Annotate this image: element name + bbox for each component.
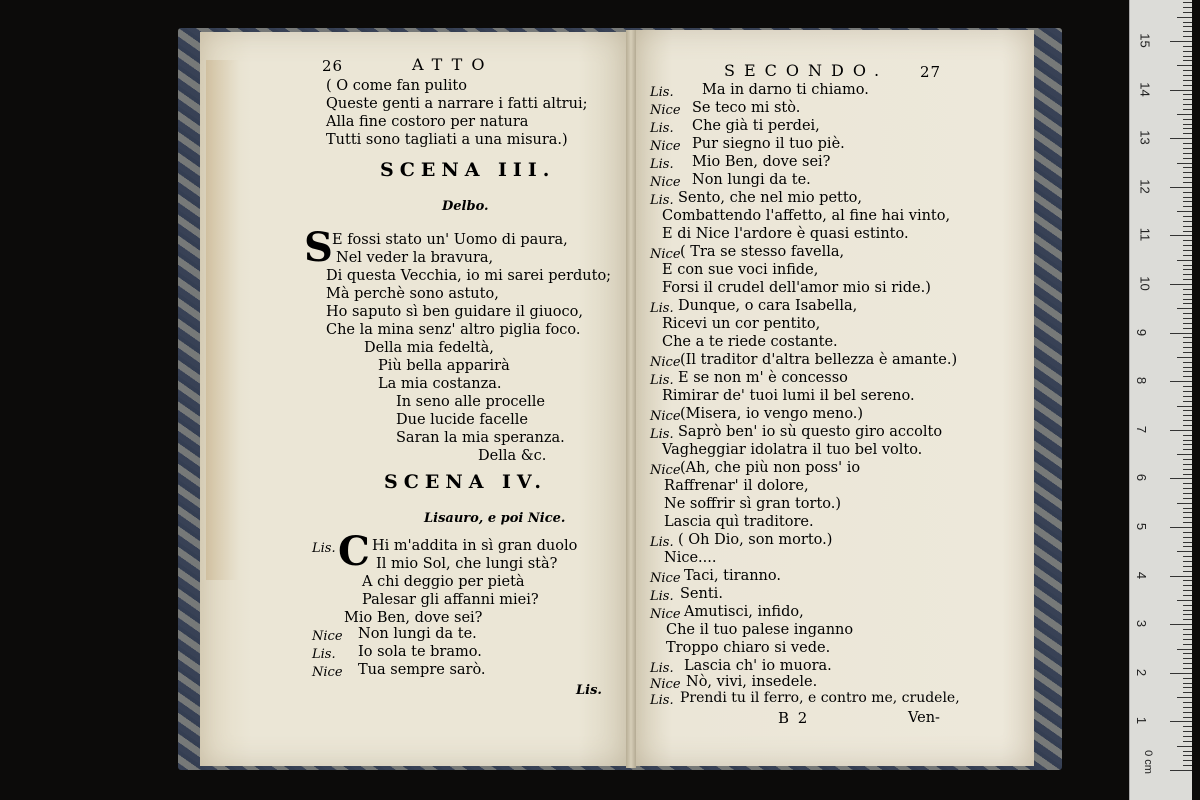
speaker-label: Nice [650,139,681,154]
ruler-tick [1183,299,1192,300]
ruler-tick [1183,595,1192,596]
ruler-tick [1183,488,1192,489]
ruler-tick [1183,22,1192,23]
ruler-number: 7 [1134,425,1150,433]
ruler-tick [1170,284,1192,285]
text-line: Non lungi da te. [358,626,477,642]
ruler-tick [1183,328,1192,329]
ruler-tick [1183,590,1192,591]
text-line: Combattendo l'affetto, al fine hai vinto, [662,208,951,224]
ruler-tick [1183,352,1192,353]
ruler-tick [1183,201,1192,202]
ruler-tick [1183,459,1192,460]
ruler-tick [1183,440,1192,441]
text-line: Della mia fedeltà, [364,340,494,356]
ruler-tick [1183,80,1192,81]
ruler-tick [1177,163,1192,164]
ruler-tick [1183,410,1192,411]
text-line: Tutti sono tagliati a una misura.) [326,132,568,148]
ruler-tick [1183,133,1192,134]
text-line: Io sola te bramo. [358,644,482,660]
ruler-tick [1177,357,1192,358]
speaker-label: Nice [650,607,681,622]
ruler-tick [1183,566,1192,567]
ruler-tick [1183,391,1192,392]
scene-heading: SCENA IV. [384,471,547,493]
ruler-tick [1183,469,1192,470]
text-line: Queste genti a narrare i fatti altrui; [326,96,588,112]
text-line: Che a te riede costante. [662,334,838,350]
ruler-number: 15 [1137,33,1153,48]
ruler-number: 14 [1137,81,1153,97]
ruler-tick [1177,114,1192,115]
text-line: Mio Ben, dove sei? [344,610,483,626]
ruler-tick [1183,444,1192,445]
ruler-tick [1183,94,1192,95]
text-line: Che la mina senz' altro piglia foco. [326,322,581,338]
speaker-label: Lis. [650,85,674,100]
ruler-tick [1177,454,1192,455]
text-line: Sento, che nel mio petto, [678,190,863,206]
ruler-tick [1183,726,1192,727]
text-line: Se teco mi stò. [692,100,801,116]
scene-heading: SCENA III. [380,159,556,181]
ruler-tick [1183,269,1192,270]
text-line: (Ah, che più non poss' io [680,460,861,476]
ruler-tick [1183,493,1192,494]
speaker-label: Lis. [650,121,674,136]
scene-persons: Delbo. [442,199,489,214]
page-stain [206,60,240,580]
ruler-tick [1183,323,1192,324]
text-line: In seno alle procelle [396,394,545,410]
ruler-tick [1183,197,1192,198]
ruler-tick [1183,124,1192,125]
ruler-number: 13 [1137,130,1153,145]
ruler-number: 1 [1134,717,1150,725]
ruler-tick [1170,430,1192,431]
ruler-tick [1170,721,1192,722]
ruler-tick [1177,503,1192,504]
ruler-number: 12 [1137,179,1153,194]
ruler-tick [1177,260,1192,261]
speaker-label: Nice [650,247,681,262]
ruler-tick [1177,746,1192,747]
ruler-tick [1183,683,1192,684]
text-line: Che già ti perdei, [692,118,820,134]
text-line: Rimirar de' tuoi lumi il bel sereno. [662,388,915,404]
speaker-label: Lis. [650,193,674,208]
ruler-tick [1183,760,1192,761]
ruler-tick [1183,663,1192,664]
ruler-tick [1183,99,1192,100]
drop-cap: C [338,528,370,575]
ruler-tick [1183,634,1192,635]
text-line: Ricevi un cor pentito, [662,316,821,332]
ruler-tick [1183,143,1192,144]
ruler-tick [1183,70,1192,71]
text-line: E di Nice l'ardore è quasi estinto. [662,226,909,242]
speaker-label: Nice [650,677,681,692]
speaker-label: Nice [650,175,681,190]
ruler-number: 3 [1134,620,1150,628]
ruler-tick [1183,7,1192,8]
text-line: ( O come fan pulito [326,78,467,94]
speaker-label: Lis. [650,535,674,550]
ruler-tick [1183,508,1192,509]
ruler-tick [1183,415,1192,416]
ruler-tick [1183,216,1192,217]
scene-persons: Lisauro, e poi Nice. [424,511,566,526]
ruler-tick [1183,313,1192,314]
ruler-tick [1183,31,1192,32]
text-line: Due lucide facelle [396,412,528,428]
ruler-tick [1183,658,1192,659]
ruler-tick [1183,483,1192,484]
ruler-tick [1183,376,1192,377]
ruler-tick [1183,192,1192,193]
speaker-label: Lis. [650,661,674,676]
text-line: Nice.... [664,550,717,566]
speaker-label: Nice [312,665,343,680]
ruler-tick [1183,561,1192,562]
text-line: ( Oh Dio, son morto.) [678,532,833,548]
speaker-label: Lis. [650,373,674,388]
text-line: Troppo chiaro si vede. [666,640,831,656]
ruler-tick [1183,702,1192,703]
text-line: Lascia ch' io muora. [684,658,832,674]
ruler-tick [1170,478,1192,479]
text-line: ( Tra se stesso favella, [680,244,845,260]
text-line: Nel veder la bravura, [336,250,494,266]
text-line: Prendi tu il ferro, e contro me, crudele, [680,690,960,706]
ruler-tick [1183,265,1192,266]
ruler-tick [1183,731,1192,732]
text-line: Pur siegno il tuo piè. [692,136,845,152]
text-line: Senti. [680,586,723,602]
speaker-label: Lis. [312,647,336,662]
text-line: Ho saputo sì ben guidare il giuoco, [326,304,583,320]
speaker-label: Lis. [650,301,674,316]
ruler-tick [1183,386,1192,387]
ruler-tick [1183,546,1192,547]
ruler-tick [1183,342,1192,343]
ruler-tick [1183,2,1192,3]
left-running-head: ATTO [412,55,494,74]
catchword: Lis. [576,683,602,698]
ruler-tick [1183,668,1192,669]
ruler-tick [1183,653,1192,654]
ruler-tick [1183,75,1192,76]
ruler-tick [1183,687,1192,688]
text-line: E fossi stato un' Uomo di paura, [332,232,568,248]
text-line: (Misera, io vengo meno.) [680,406,864,422]
text-line: Lascia quì traditore. [664,514,814,530]
ruler-tick [1183,46,1192,47]
speaker-label: Nice [650,571,681,586]
ruler-tick [1177,551,1192,552]
ruler-tick [1183,464,1192,465]
ruler-tick [1183,435,1192,436]
text-line: Mà perchè sono astuto, [326,286,499,302]
ruler-tick [1183,56,1192,57]
ruler-tick [1170,624,1192,625]
text-line: Vagheggiar idolatra il tuo bel volto. [662,442,923,458]
ruler-number: 4 [1134,571,1150,579]
ruler-tick [1177,211,1192,212]
text-line: Dunque, o cara Isabella, [678,298,858,314]
text-line: A chi deggio per pietà [362,574,525,590]
ruler-tick [1183,755,1192,756]
ruler-number: 2 [1134,668,1150,676]
ruler-tick [1170,527,1192,528]
ruler-tick [1183,396,1192,397]
text-line: Della &c. [478,448,547,464]
ruler-tick [1183,294,1192,295]
signature-mark: B 2 [778,709,810,727]
speaker-label: Nice [650,103,681,118]
ruler-tick [1183,474,1192,475]
ruler-tick [1183,512,1192,513]
ruler-tick [1183,337,1192,338]
text-line: La mia costanza. [378,376,502,392]
ruler-tick [1183,585,1192,586]
text-line: Ne soffrir sì gran torto.) [664,496,842,512]
speaker-label: Lis. [312,541,336,556]
ruler-tick [1170,381,1192,382]
ruler-tick [1183,250,1192,251]
ruler-tick [1177,17,1192,18]
ruler-tick [1183,517,1192,518]
ruler-tick [1177,649,1192,650]
ruler-number: 10 [1137,276,1153,291]
ruler-tick [1183,717,1192,718]
ruler-tick [1183,128,1192,129]
text-line: Il mio Sol, che lungi stà? [376,556,558,572]
ruler-tick [1183,167,1192,168]
speaker-label: Nice [650,409,681,424]
ruler-tick [1170,187,1192,188]
ruler-tick [1177,406,1192,407]
ruler-tick [1183,182,1192,183]
ruler-tick [1183,542,1192,543]
ruler-unit-label: 0 cm [1141,750,1154,774]
ruler-tick [1183,274,1192,275]
ruler-tick [1183,148,1192,149]
ruler-tick [1183,449,1192,450]
ruler-tick [1183,60,1192,61]
ruler-tick [1183,158,1192,159]
right-running-head: SECONDO. [724,61,889,80]
ruler-tick [1183,712,1192,713]
ruler-tick [1183,614,1192,615]
speaker-label: Lis. [650,589,674,604]
ruler-number: 8 [1134,377,1150,385]
text-line: Mio Ben, dove sei? [692,154,831,170]
ruler-tick [1183,279,1192,280]
ruler-tick [1183,522,1192,523]
ruler-tick [1183,367,1192,368]
text-line: Forsi il crudel dell'amor mio si ride.) [662,280,931,296]
text-line: E con sue voci infide, [662,262,819,278]
ruler-tick [1183,420,1192,421]
book-gutter [626,30,636,768]
ruler-tick [1183,362,1192,363]
text-line: Hi m'addita in sì gran duolo [372,538,578,554]
left-folio: 26 [322,57,344,75]
ruler-tick [1183,240,1192,241]
speaker-label: Nice [650,463,681,478]
ruler-tick [1183,289,1192,290]
ruler-tick [1183,206,1192,207]
ruler-tick [1183,498,1192,499]
ruler-tick [1183,765,1192,766]
text-line: Taci, tiranno. [684,568,781,584]
ruler-tick [1170,770,1192,771]
ruler-tick [1183,629,1192,630]
ruler-tick [1177,697,1192,698]
ruler-tick [1183,644,1192,645]
ruler-tick [1183,347,1192,348]
ruler-tick [1183,605,1192,606]
ruler-tick [1183,221,1192,222]
ruler-tick [1183,119,1192,120]
text-line: Nò, vivi, insedele. [686,674,818,690]
ruler-tick [1183,172,1192,173]
text-line: Di questa Vecchia, io mi sarei perduto; [326,268,612,284]
ruler-tick [1183,371,1192,372]
ruler-tick [1170,235,1192,236]
ruler-tick [1183,556,1192,557]
text-line: Alla fine costoro per natura [326,114,529,130]
ruler-tick [1183,580,1192,581]
ruler-tick [1183,532,1192,533]
text-line: Che il tuo palese inganno [666,622,854,638]
text-line: Non lungi da te. [692,172,811,188]
ruler-number: 9 [1134,328,1150,336]
ruler-tick [1183,104,1192,105]
text-line: Palesar gli affanni miei? [362,592,539,608]
ruler-tick [1177,600,1192,601]
ruler-tick [1177,308,1192,309]
ruler-tick [1183,245,1192,246]
ruler-tick [1183,153,1192,154]
ruler-number: 6 [1134,474,1150,482]
speaker-label: Lis. [650,693,674,708]
ruler-tick [1183,692,1192,693]
speaker-label: Lis. [650,157,674,172]
ruler-tick [1183,741,1192,742]
ruler-tick [1170,673,1192,674]
text-line: Saran la mia speranza. [396,430,565,446]
ruler-tick [1183,707,1192,708]
ruler-tick [1183,51,1192,52]
ruler-tick [1170,333,1192,334]
ruler-tick [1170,138,1192,139]
text-line: (Il traditor d'altra bellezza è amante.) [680,352,958,368]
text-line: Ma in darno ti chiamo. [702,82,869,98]
text-line: Saprò ben' io sù questo giro accolto [678,424,943,440]
ruler-number: 11 [1137,228,1153,242]
right-folio: 27 [920,63,942,81]
ruler-tick [1183,303,1192,304]
ruler-tick [1183,619,1192,620]
speaker-label: Lis. [650,427,674,442]
ruler-tick [1183,678,1192,679]
ruler-tick [1183,226,1192,227]
catchword: Ven- [908,710,940,726]
ruler-tick [1170,576,1192,577]
ruler-tick [1183,109,1192,110]
ruler-tick [1170,90,1192,91]
ruler-tick [1170,41,1192,42]
ruler-number: 5 [1134,522,1150,531]
ruler-tick [1183,12,1192,13]
text-line: Più bella apparirà [378,358,510,374]
ruler-tick [1183,610,1192,611]
ruler-tick [1183,639,1192,640]
ruler-tick [1183,255,1192,256]
drop-cap: S [304,224,333,271]
ruler-tick [1183,318,1192,319]
text-line: Raffrenar' il dolore, [664,478,809,494]
ruler-tick [1183,537,1192,538]
ruler-tick [1183,177,1192,178]
speaker-label: Nice [650,355,681,370]
ruler-tick [1183,85,1192,86]
measuring-ruler [1129,0,1192,800]
ruler-tick [1183,401,1192,402]
ruler-tick [1183,571,1192,572]
ruler-tick [1183,736,1192,737]
ruler-tick [1183,231,1192,232]
text-line: Amutisci, infido, [684,604,804,620]
text-line: Tua sempre sarò. [358,662,486,678]
text-line: E se non m' è concesso [678,370,848,386]
ruler-tick [1183,26,1192,27]
ruler-tick [1183,751,1192,752]
ruler-tick [1183,425,1192,426]
ruler-tick [1183,36,1192,37]
ruler-tick [1177,65,1192,66]
speaker-label: Nice [312,629,343,644]
